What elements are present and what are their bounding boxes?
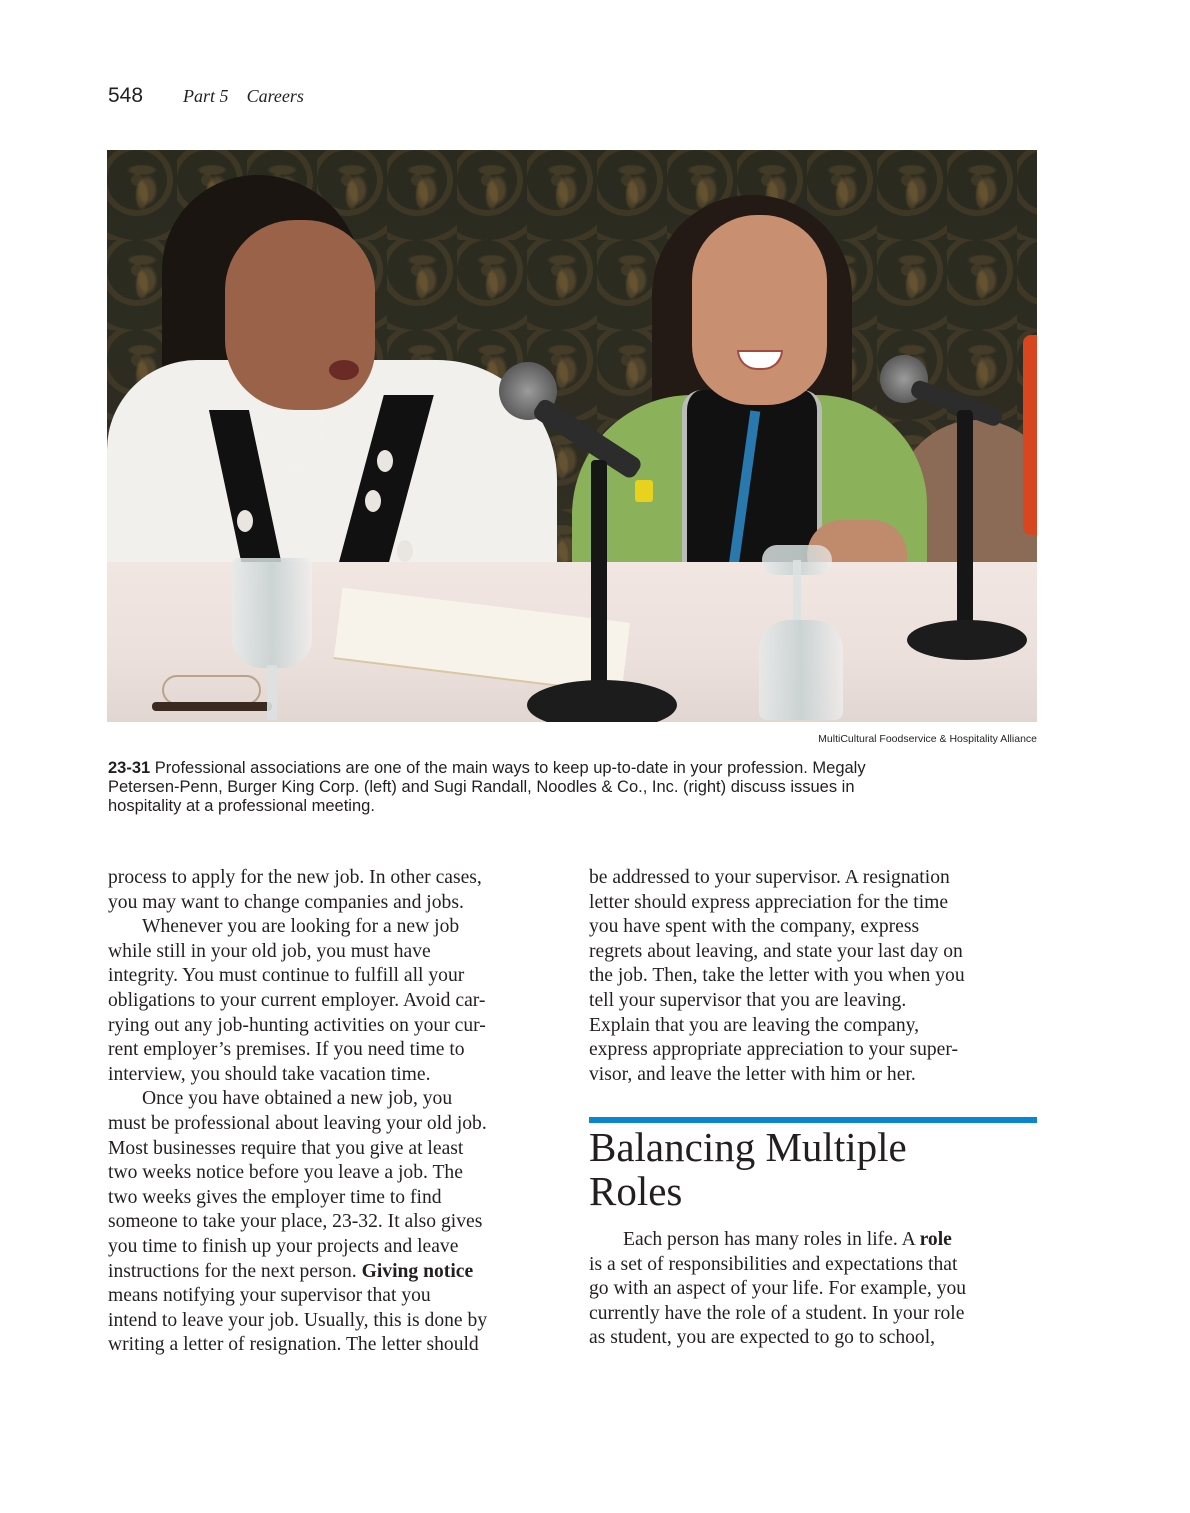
microphone-stand [957,410,973,640]
heading-line: Balancing Multiple [589,1124,907,1170]
caption-line: Professional associations are one of the main ways to keep up-to-date in your profession. Megaly [154,759,866,777]
eyeglasses [162,675,261,705]
right-speaker-face [692,215,827,405]
left-column [108,866,556,1358]
body-line: obligations to your current employer. Avoid car- [108,989,486,1011]
body-line [108,1260,556,1285]
part-label: Part 5 [183,86,229,106]
microphone-stand [591,460,607,700]
left-speaker-face [225,220,375,410]
polka-dot [397,540,413,562]
section-label: Careers [246,86,304,106]
body-line: two weeks notice before you leave a job. The [108,1162,463,1184]
paragraph-start: Once you have obtained a new job, you [142,1088,453,1110]
body-line: currently have the role of a student. In your role [589,1302,965,1324]
body-line: letter should express appreciation for the time [589,891,949,913]
body-line: two weeks gives the employer time to find [108,1186,442,1208]
body-line: means notifying your supervisor that you [108,1285,431,1307]
heading-line: Roles [589,1168,683,1214]
caption-line: Petersen-Penn, Burger King Corp. (left) and Sugi Randall, Noodles & Co., Inc. (right) discuss issues in [108,778,855,796]
partial-person-right [1023,335,1037,535]
section-body [589,1228,1037,1351]
body-line: regrets about leaving, and state your last day on [589,940,963,962]
polka-dot [377,450,393,472]
inverted-wine-glass [759,620,843,720]
body-line: must be professional about leaving your old job. [108,1112,487,1134]
pen [152,702,272,711]
body-line: be addressed to your supervisor. A resignation [589,867,950,888]
left-speaker-mouth [329,360,359,380]
body-line: the job. Then, take the letter with you when you [589,965,965,987]
body-line: go with an aspect of your life. For example, you [589,1278,967,1300]
figure-photo [107,150,1037,722]
figure-number: 23-31 [108,759,155,777]
body-text: instructions for the next person. [108,1260,362,1282]
running-head [108,84,304,114]
paragraph-start [589,1228,1037,1253]
body-line: you may want to change companies and jobs. [108,891,464,913]
body-line: rying out any job-hunting activities on your cur- [108,1014,486,1036]
caption-line: hospitality at a professional meeting. [108,797,375,815]
microphone-base [907,620,1027,660]
polka-dot [237,510,253,532]
body-line: intend to leave your job. Usually, this is done by [108,1309,488,1331]
water-glass [232,558,312,668]
body-line: tell your supervisor that you are leaving. [589,989,907,1011]
photo-credit: MultiCultural Foodservice & Hospitality Alliance [818,733,1037,745]
body-line: visor, and leave the letter with him or her. [589,1063,916,1085]
page-number: 548 [108,84,144,107]
body-line: as student, you are expected to go to school, [589,1327,936,1349]
body-text: Each person has many roles in life. A [623,1229,920,1250]
section-rule [589,1117,1037,1123]
key-term-role: role [919,1229,952,1250]
body-line: is a set of responsibilities and expectations that [589,1253,958,1275]
body-line: Most businesses require that you give at least [108,1137,464,1159]
right-column [589,866,1037,1087]
body-line: rent employer’s premises. If you need time to [108,1039,465,1061]
body-line: while still in your old job, you must have [108,940,431,962]
body-line: integrity. You must continue to fulfill all your [108,965,465,987]
body-line: someone to take your place, 23-32. It also gives [108,1211,483,1233]
body-line: you have spent with the company, express [589,916,920,938]
body-line: process to apply for the new job. In other cases, [108,867,482,888]
body-line: express appropriate appreciation to your super- [589,1039,959,1061]
body-line: you time to finish up your projects and leave [108,1235,459,1257]
key-term-giving-notice: Giving notice [361,1260,474,1282]
body-line: Explain that you are leaving the company, [589,1014,920,1036]
paragraph-start: Whenever you are looking for a new job [142,916,460,938]
microphone-clip [635,480,653,502]
figure-caption [108,759,988,816]
section-heading [589,1125,1037,1213]
polka-dot [365,490,381,512]
glass-stem [267,665,277,720]
body-line: interview, you should take vacation time. [108,1063,431,1085]
microphone-base [527,680,677,722]
body-line: writing a letter of resignation. The letter should [108,1334,479,1356]
